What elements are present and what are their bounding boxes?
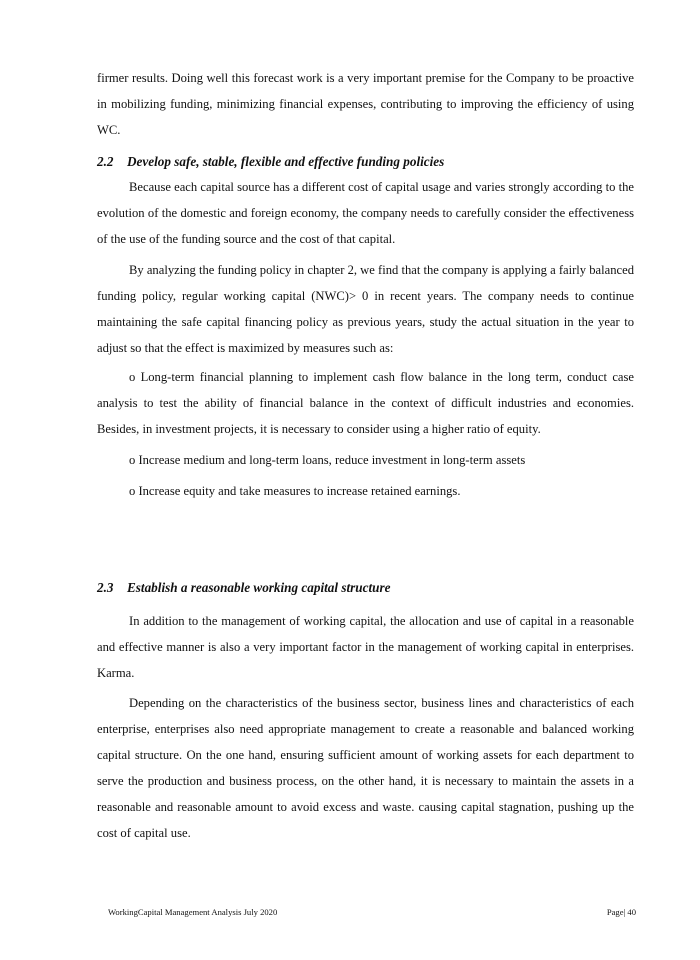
section-title: Establish a reasonable working capital structure [127,580,391,595]
paragraph-characteristics: Depending on the characteristics of the business sector, business lines and characteristics of each enterprise, enterprises also need appropriate management to create a reasonable and balanced working capital structure. On the one hand, ensuring sufficient amount of working assets for each department to serve the production and business process, on the other hand, it is necessary to maintain the assets in a reasonable and reasonable amount to avoid excess and waste. causing capital stagnation, pushing up the cost of capital use. [97,696,634,840]
paragraph-capital-source: Because each capital source has a different cost of capital usage and varies strongly according to the evolution of the domestic and foreign economy, the company needs to carefully consider the effectiveness of the use of the funding source and the cost of that capital. [97,180,634,246]
paragraph-funding-policy: By analyzing the funding policy in chapter 2, we find that the company is applying a fairly balanced funding policy, regular working capital (NWC)> 0 in recent years. The company needs to continue maintaining the safe capital financing policy as previous years, study the actual situation in the year to adjust so that the effect is maximized by measures such as: [97,263,634,355]
section-title: Develop safe, stable, flexible and effective funding policies [127,154,445,169]
bullet-item-increase-equity: o Increase equity and take measures to increase retained earnings. [129,484,461,498]
bullet-item-longterm-planning: o Long-term financial planning to implement cash flow balance in the long term, conduct case analysis to test the ability of financial balance in the context of difficult industries and economies. Besides, in investment projects, it is necessary to consider using a higher ratio of equity. [97,370,634,436]
paragraph-allocation: In addition to the management of working capital, the allocation and use of capital in a reasonable and effective manner is also a very important factor in the management of working capital in enterprises. Karma. [97,614,634,680]
bullet-item-increase-loans: o Increase medium and long-term loans, reduce investment in long-term assets [129,453,526,467]
section-heading-2-3 [97,578,634,598]
section-heading-2-2 [97,152,634,172]
section-number: 2.3 [97,580,114,595]
section-number: 2.2 [97,154,114,169]
page-number: Page| 40 [606,907,636,917]
footer-title: WorkingCapital Management Analysis July 2020 [108,907,278,917]
paragraph-continuation: firmer results. Doing well this forecast work is a very important premise for the Company to be proactive in mobilizing funding, minimizing financial expenses, contributing to improving the efficiency of using WC. [97,71,634,137]
